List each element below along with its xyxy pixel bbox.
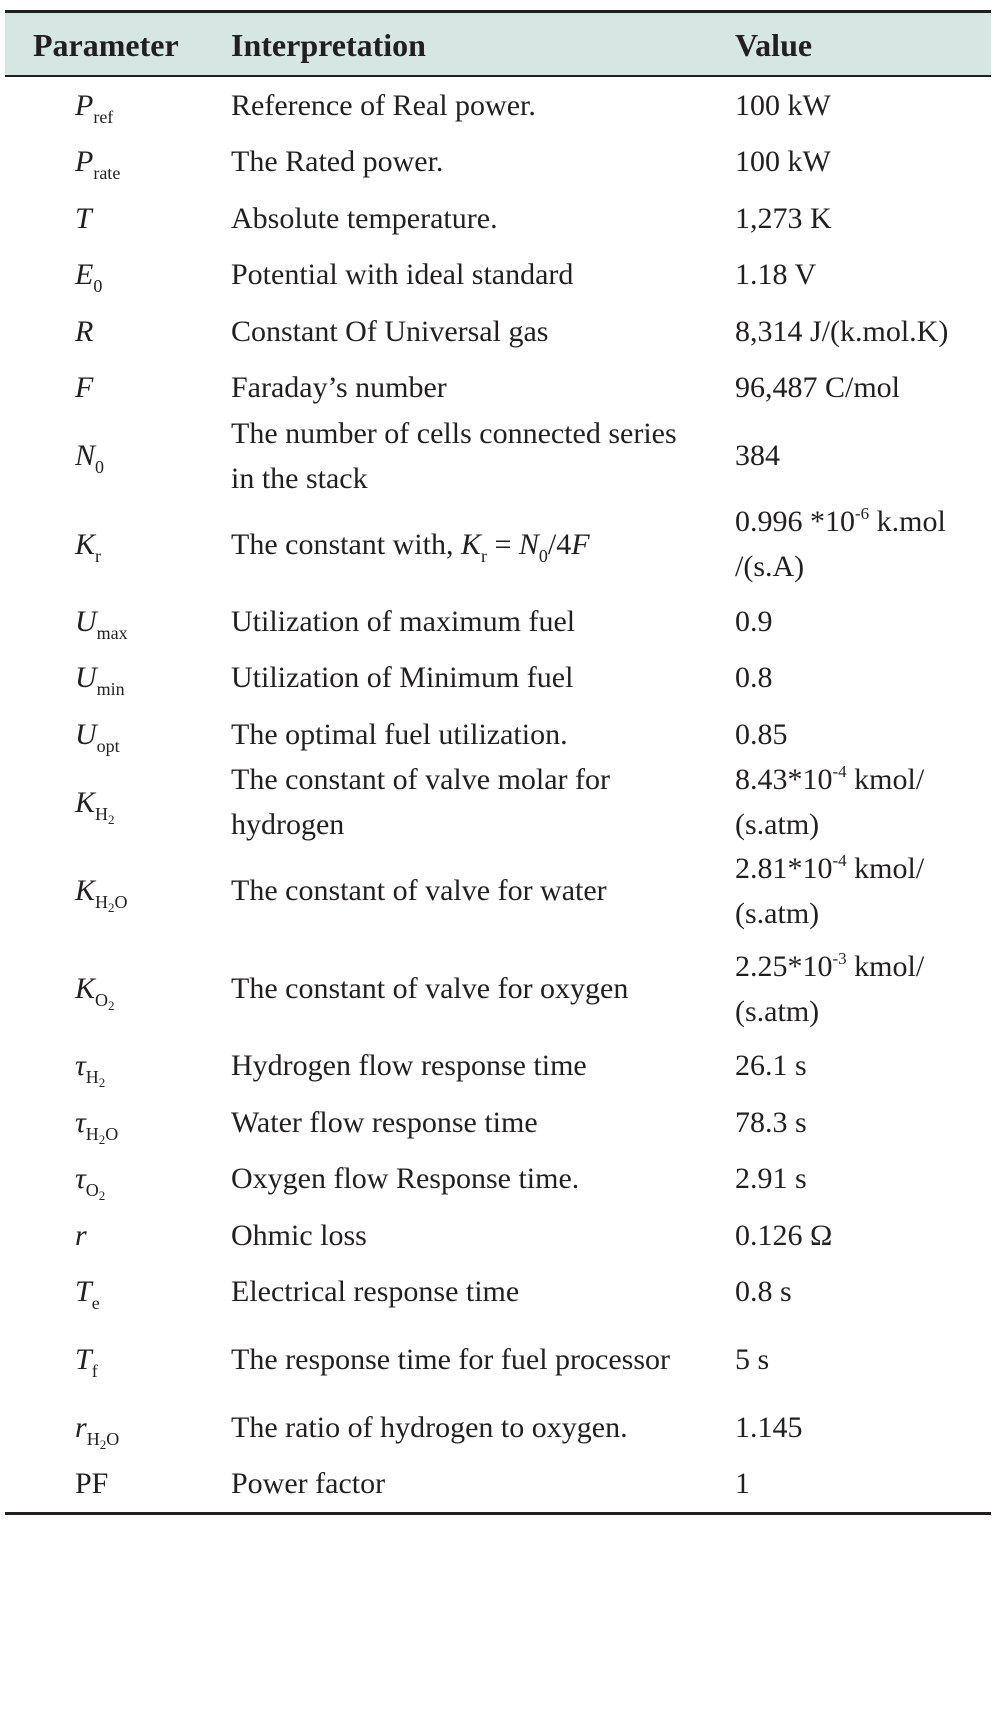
interpretation-text <box>231 757 691 847</box>
param-subscript-index: 2 <box>99 1436 107 1452</box>
value-cell <box>735 593 991 650</box>
param-cell <box>5 1264 215 1321</box>
param-subscript-text: O <box>85 1180 99 1201</box>
table-row <box>5 247 991 304</box>
value-cell <box>735 706 991 763</box>
interpretation-text <box>231 599 575 644</box>
value-plain: 5 s <box>735 1343 770 1376</box>
param-symbol-base: PF <box>75 1467 109 1501</box>
table-row <box>5 1151 991 1208</box>
param-cell <box>5 1320 215 1399</box>
value-plain: 1.18 V <box>735 258 817 292</box>
param-cell <box>5 303 215 360</box>
param-subscript <box>93 107 113 127</box>
param-cell <box>5 77 215 134</box>
param-cell <box>5 1038 215 1095</box>
param-subscript-text: H <box>85 1067 99 1088</box>
table-body <box>5 77 991 1512</box>
interpretation-cell <box>231 495 691 593</box>
param-symbol <box>75 83 113 128</box>
interpretation-cell <box>231 1456 691 1513</box>
interpretation-cell <box>231 1399 691 1456</box>
interpretation-desc: The constant of valve molar for hydrogen <box>231 763 611 841</box>
interpretation-text <box>231 1043 587 1088</box>
param-symbol <box>75 780 115 825</box>
value-plain: 0.126 Ω <box>735 1218 833 1252</box>
param-symbol <box>75 1100 118 1145</box>
param-symbol <box>75 966 115 1011</box>
parameter-table <box>5 10 991 1515</box>
interpretation-cell <box>231 1207 691 1264</box>
interpretation-cell <box>231 1264 691 1321</box>
formula-eq: = <box>486 527 519 561</box>
param-subscript <box>95 546 101 566</box>
interpretation-cell <box>231 303 691 360</box>
interpretation-text <box>231 1269 519 1314</box>
param-subscript-text: O <box>95 990 109 1010</box>
interpretation-prefix: The constant with, <box>231 527 461 561</box>
value-unit: k.mol /(s.A) <box>735 505 946 583</box>
param-symbol <box>75 252 102 297</box>
param-subscript-text: r <box>95 545 102 566</box>
table-row <box>5 1207 991 1264</box>
value-plain: 384 <box>735 439 780 472</box>
value-exponent: -4 <box>832 762 847 781</box>
value-plain: 78.3 s <box>735 1105 807 1139</box>
param-symbol <box>75 1269 100 1314</box>
param-symbol-base: U <box>75 717 97 751</box>
table-row <box>5 495 991 593</box>
interpretation-cell <box>231 247 691 304</box>
interpretation-text <box>231 522 590 567</box>
param-subscript-text: 0 <box>95 457 105 477</box>
interpretation-cell <box>231 650 691 707</box>
table-row <box>5 360 991 417</box>
param-subscript-index: 2 <box>108 998 115 1013</box>
header-parameter: Parameter <box>33 27 179 63</box>
param-symbol <box>75 1043 106 1091</box>
table-header <box>5 10 991 77</box>
interpretation-desc: Faraday’s number <box>231 371 447 405</box>
interpretation-text <box>231 252 573 297</box>
value-cell <box>735 842 991 940</box>
param-symbol <box>75 309 93 354</box>
value-cell <box>735 190 991 247</box>
value-cell <box>735 1038 991 1095</box>
value-text <box>735 1156 807 1201</box>
interpretation-text <box>231 868 607 913</box>
formula-k-sub: r <box>480 545 487 566</box>
value-plain: 100 kW <box>735 145 831 179</box>
value-base: 2.25*10 <box>735 949 833 983</box>
interpretation-desc: Ohmic loss <box>231 1218 367 1252</box>
table-row <box>5 763 991 842</box>
param-subscript <box>97 736 120 756</box>
value-plain: 1.145 <box>735 1410 803 1444</box>
value-cell <box>735 1094 991 1151</box>
value-text <box>735 433 780 478</box>
value-exponent: -6 <box>855 504 870 523</box>
interpretation-text <box>231 712 568 757</box>
value-plain: 100 kW <box>735 88 831 122</box>
value-text <box>735 757 991 847</box>
value-cell <box>735 1320 991 1399</box>
value-text <box>735 655 773 700</box>
value-cell <box>735 1151 991 1208</box>
param-symbol <box>75 1461 108 1506</box>
param-symbol <box>75 1156 106 1204</box>
interpretation-desc: Utilization of maximum fuel <box>231 604 576 638</box>
value-text <box>735 139 831 184</box>
value-plain: 0.85 <box>735 717 788 751</box>
interpretation-desc: The ratio of hydrogen to oxygen. <box>231 1410 628 1444</box>
interpretation-cell <box>231 134 691 191</box>
value-text <box>735 252 816 297</box>
value-cell <box>735 134 991 191</box>
value-cell <box>735 1207 991 1264</box>
interpretation-text <box>231 139 443 184</box>
param-symbol <box>75 1405 119 1450</box>
param-symbol-base: τ <box>75 1162 86 1196</box>
value-cell <box>735 416 991 495</box>
param-cell <box>5 190 215 247</box>
param-symbol-base: τ <box>75 1049 86 1083</box>
param-symbol-base: K <box>75 527 96 561</box>
param-symbol-base: P <box>75 88 94 122</box>
value-cell <box>735 495 991 593</box>
param-subscript <box>92 1293 100 1313</box>
interpretation-cell <box>231 706 691 763</box>
value-text <box>735 83 831 128</box>
interpretation-cell <box>231 360 691 417</box>
interpretation-text <box>231 1156 579 1201</box>
value-cell <box>735 1456 991 1513</box>
value-text <box>735 196 832 241</box>
param-subscript-text: ref <box>93 106 114 127</box>
value-base: 2.81*10 <box>735 851 833 885</box>
param-subscript <box>95 990 115 1013</box>
formula <box>460 527 590 566</box>
header-interpretation: Interpretation <box>231 27 426 63</box>
interpretation-desc: The Rated power. <box>231 145 444 179</box>
interpretation-desc: The optimal fuel utilization. <box>231 717 568 751</box>
param-symbol-base: T <box>75 201 92 235</box>
param-symbol <box>75 433 104 478</box>
interpretation-text <box>231 1337 670 1382</box>
value-text <box>735 1269 792 1314</box>
value-text <box>735 599 773 644</box>
param-cell <box>5 1207 215 1264</box>
value-plain: 2.91 s <box>735 1162 807 1196</box>
param-cell <box>5 1151 215 1208</box>
value-plain: 0.8 <box>735 661 773 695</box>
value-text <box>735 1337 769 1382</box>
param-subscript-text: max <box>96 622 128 643</box>
param-subscript-text: rate <box>93 163 121 184</box>
table-row <box>5 1320 991 1399</box>
param-subscript <box>93 276 102 296</box>
value-cell <box>735 303 991 360</box>
param-subscript-text: H <box>95 892 109 912</box>
param-symbol <box>75 196 92 241</box>
param-subscript-text: opt <box>96 735 120 756</box>
table-row <box>5 593 991 650</box>
param-symbol-base: r <box>75 1410 87 1444</box>
interpretation-cell <box>231 1320 691 1399</box>
value-exponent: -3 <box>832 948 847 968</box>
param-symbol-base: K <box>75 874 96 907</box>
value-plain: 1 <box>735 1467 750 1501</box>
table-row <box>5 1038 991 1095</box>
table-row <box>5 1094 991 1151</box>
param-subscript-index: 2 <box>108 811 115 827</box>
param-subscript <box>85 1180 106 1204</box>
value-base: 0.996 *10 <box>735 505 855 538</box>
interpretation-cell <box>231 190 691 247</box>
table-row <box>5 1456 991 1513</box>
interpretation-desc: The constant of valve for oxygen <box>231 972 629 1005</box>
interpretation-text <box>231 1213 367 1258</box>
param-cell <box>5 940 215 1038</box>
value-cell <box>735 360 991 417</box>
param-cell <box>5 593 215 650</box>
table-row <box>5 842 991 940</box>
param-symbol-base: T <box>75 1275 92 1309</box>
value-text <box>735 1043 807 1088</box>
interpretation-cell <box>231 842 691 940</box>
param-subscript-text: H <box>86 1428 100 1449</box>
value-cell <box>735 940 991 1038</box>
param-subscript-text: f <box>91 1361 98 1381</box>
param-subscript <box>95 457 104 477</box>
param-symbol <box>75 522 101 567</box>
param-subscript <box>92 1361 98 1381</box>
value-exponent: -4 <box>832 850 847 870</box>
table-row <box>5 77 991 134</box>
table-row <box>5 650 991 707</box>
value-plain: 1,273 K <box>735 201 832 235</box>
param-subscript-text: min <box>96 679 125 700</box>
param-cell <box>5 1456 215 1513</box>
param-cell <box>5 416 215 495</box>
value-cell <box>735 1399 991 1456</box>
formula-n: N <box>518 527 539 561</box>
interpretation-desc: Electrical response time <box>231 1275 520 1309</box>
interpretation-cell <box>231 1094 691 1151</box>
value-text <box>735 1100 807 1145</box>
param-cell <box>5 763 215 842</box>
value-cell <box>735 650 991 707</box>
formula-n-sub: 0 <box>538 545 548 566</box>
param-subscript <box>93 163 120 183</box>
interpretation-desc: Water flow response time <box>231 1105 538 1139</box>
value-plain: 0.8 s <box>735 1275 792 1309</box>
interpretation-desc: Constant Of Universal gas <box>231 314 549 348</box>
param-subscript-text: e <box>91 1293 100 1314</box>
interpretation-text <box>231 365 447 410</box>
interpretation-desc: Potential with ideal standard <box>231 258 574 292</box>
param-subscript-index: 2 <box>98 1075 106 1091</box>
interpretation-desc: The response time for fuel processor <box>231 1343 671 1376</box>
param-symbol <box>75 868 128 913</box>
param-subscript-text: 0 <box>93 276 103 297</box>
param-symbol <box>75 139 120 184</box>
formula-k: K <box>460 527 481 561</box>
formula-f: F <box>571 527 590 561</box>
value-plain: 8,314 J/(k.mol.K) <box>735 314 949 348</box>
param-cell <box>5 842 215 940</box>
interpretation-text <box>231 83 536 128</box>
param-subscript-tail: O <box>105 1123 119 1144</box>
param-symbol <box>75 599 128 644</box>
param-symbol-base: T <box>75 1343 92 1376</box>
value-text <box>735 846 991 936</box>
interpretation-cell <box>231 416 691 495</box>
param-subscript <box>95 892 128 915</box>
param-cell <box>5 1094 215 1151</box>
value-plain: 96,487 C/mol <box>735 371 901 405</box>
value-text <box>735 1461 750 1506</box>
param-symbol-base: R <box>75 314 94 348</box>
value-plain: 26.1 s <box>735 1049 807 1083</box>
interpretation-text <box>231 655 573 700</box>
param-symbol-base: N <box>75 439 96 472</box>
interpretation-desc: Hydrogen flow response time <box>231 1049 587 1083</box>
value-text <box>735 1213 832 1258</box>
param-subscript-tail: O <box>106 1428 120 1449</box>
formula-rest: /4 <box>547 527 572 561</box>
interpretation-text <box>231 309 548 354</box>
interpretation-cell <box>231 1151 691 1208</box>
interpretation-text <box>231 966 628 1011</box>
param-subscript <box>97 679 125 699</box>
interpretation-cell <box>231 1038 691 1095</box>
interpretation-desc: The number of cells connected series in the stack <box>231 416 677 495</box>
table-row <box>5 1399 991 1456</box>
interpretation-cell <box>231 940 691 1038</box>
param-cell <box>5 360 215 417</box>
param-subscript <box>85 1067 106 1091</box>
interpretation-text <box>231 411 691 501</box>
interpretation-desc: Power factor <box>231 1467 386 1501</box>
interpretation-desc: Absolute temperature. <box>231 201 498 235</box>
value-base: 8.43*10 <box>735 763 833 796</box>
table-row <box>5 134 991 191</box>
param-subscript-tail: O <box>114 892 128 912</box>
param-cell <box>5 650 215 707</box>
param-symbol-base: U <box>75 661 97 695</box>
table-row <box>5 190 991 247</box>
param-cell <box>5 706 215 763</box>
param-symbol <box>75 365 93 410</box>
value-cell <box>735 77 991 134</box>
param-symbol <box>75 655 125 700</box>
header-value: Value <box>735 27 813 63</box>
param-cell <box>5 1399 215 1456</box>
value-cell <box>735 247 991 304</box>
param-subscript <box>85 1123 119 1147</box>
param-subscript-index: 2 <box>98 1188 106 1204</box>
value-unit: kmol/ (s.atm) <box>735 851 925 930</box>
value-unit: kmol/ (s.atm) <box>735 763 925 841</box>
param-subscript-text: H <box>95 803 109 824</box>
param-subscript-index: 2 <box>98 1131 106 1147</box>
param-symbol-base: K <box>75 972 96 1005</box>
value-cell <box>735 1264 991 1321</box>
value-cell <box>735 763 991 842</box>
value-text <box>735 499 991 589</box>
param-symbol-base: F <box>75 371 94 405</box>
table-row <box>5 1264 991 1321</box>
param-subscript <box>95 803 115 827</box>
value-text <box>735 1405 803 1450</box>
table-bottom-rule <box>5 1512 991 1515</box>
param-subscript-text: H <box>85 1123 99 1144</box>
param-cell <box>5 247 215 304</box>
param-symbol <box>75 1213 87 1258</box>
param-subscript-index: 2 <box>108 900 115 915</box>
param-subscript <box>86 1428 120 1452</box>
value-text <box>735 712 788 757</box>
interpretation-desc: Utilization of Minimum fuel <box>231 661 574 695</box>
interpretation-text <box>231 1100 538 1145</box>
value-text <box>735 309 948 354</box>
interpretation-desc: Reference of Real power. <box>231 88 536 122</box>
value-unit: kmol/ (s.atm) <box>735 949 925 1028</box>
param-symbol <box>75 1337 98 1382</box>
interpretation-cell <box>231 763 691 842</box>
value-text <box>735 365 900 410</box>
interpretation-text <box>231 196 498 241</box>
table-row <box>5 706 991 763</box>
table-row <box>5 940 991 1038</box>
param-symbol-base: r <box>75 1218 87 1252</box>
param-cell <box>5 495 215 593</box>
param-symbol <box>75 712 120 757</box>
interpretation-text <box>231 1405 628 1450</box>
param-symbol-base: K <box>75 785 96 819</box>
value-text <box>735 944 991 1034</box>
param-cell <box>5 134 215 191</box>
value-plain: 0.9 <box>735 604 773 638</box>
param-symbol-base: τ <box>75 1105 86 1139</box>
interpretation-text <box>231 1461 385 1506</box>
interpretation-cell <box>231 593 691 650</box>
table-row <box>5 303 991 360</box>
table-row <box>5 416 991 495</box>
interpretation-desc: The constant of valve for water <box>231 874 607 907</box>
interpretation-desc: Oxygen flow Response time. <box>231 1162 580 1196</box>
param-symbol-base: U <box>75 604 97 638</box>
interpretation-cell <box>231 77 691 134</box>
param-symbol-base: E <box>75 258 94 292</box>
param-subscript <box>97 623 128 643</box>
param-symbol-base: P <box>75 145 94 179</box>
